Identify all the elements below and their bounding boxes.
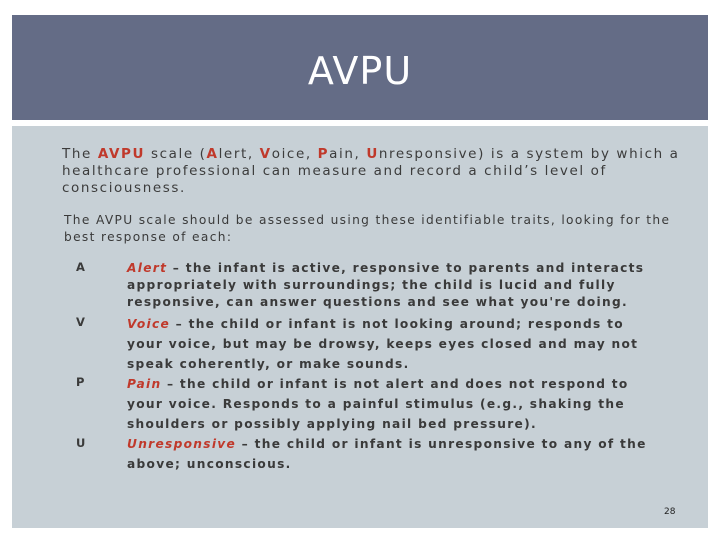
unresponsive-term: Unresponsive	[127, 437, 237, 451]
assessment-instruction: The AVPU scale should be assessed using these identifiable traits, looking for the best response of each:	[64, 213, 671, 244]
intro-paragraph	[62, 146, 682, 197]
intro-letter-p: P	[317, 146, 330, 162]
alert-description	[127, 260, 657, 311]
voice-description	[127, 314, 657, 374]
intro-letter-a: A	[206, 146, 219, 162]
intro-letter-v: V	[259, 146, 272, 162]
intro-text: The	[62, 146, 98, 162]
voice-text: – the child or infant is not looking around; responds to your voice, but may be drowsy, keeps eyes closed and may not speak coherently, or make sounds.	[127, 317, 639, 371]
pain-text: – the child or infant is not alert and does not respond to your voice. Responds to a painful stimulus (e.g., shaking the shoulders or possibly applying nail bed pressure).	[127, 377, 629, 431]
letter-v: V	[76, 315, 85, 329]
voice-term: Voice	[127, 317, 171, 331]
intro-text: nresponsive) is a system by which a healthcare professional can measure and record a child’s level of consciousness.	[62, 146, 680, 196]
intro-text: oice,	[271, 146, 318, 162]
letter-p: P	[76, 375, 85, 389]
pain-description	[127, 374, 657, 434]
intro-text: scale (	[145, 146, 207, 162]
unresponsive-text: – the child or infant is unresponsive to any of the above; unconscious.	[127, 437, 647, 471]
alert-term: Alert	[127, 261, 168, 275]
intro-text: lert,	[218, 146, 260, 162]
description-column	[127, 260, 657, 474]
pain-term: Pain	[127, 377, 162, 391]
slide-title: AVPU	[307, 48, 413, 93]
page-number: 28	[664, 507, 676, 517]
intro-avpu-highlight: AVPU	[97, 146, 146, 162]
intro-text: ain,	[329, 146, 367, 162]
letter-a: A	[76, 260, 85, 274]
intro-letter-u: U	[366, 146, 379, 162]
letter-u: U	[76, 436, 86, 450]
alert-text: – the infant is active, responsive to parents and interacts appropriately with surroundings; the child is lucid and fully responsive, can answer questions and see what you're doing.	[127, 261, 645, 309]
title-bar	[12, 15, 708, 120]
unresponsive-description	[127, 434, 657, 474]
